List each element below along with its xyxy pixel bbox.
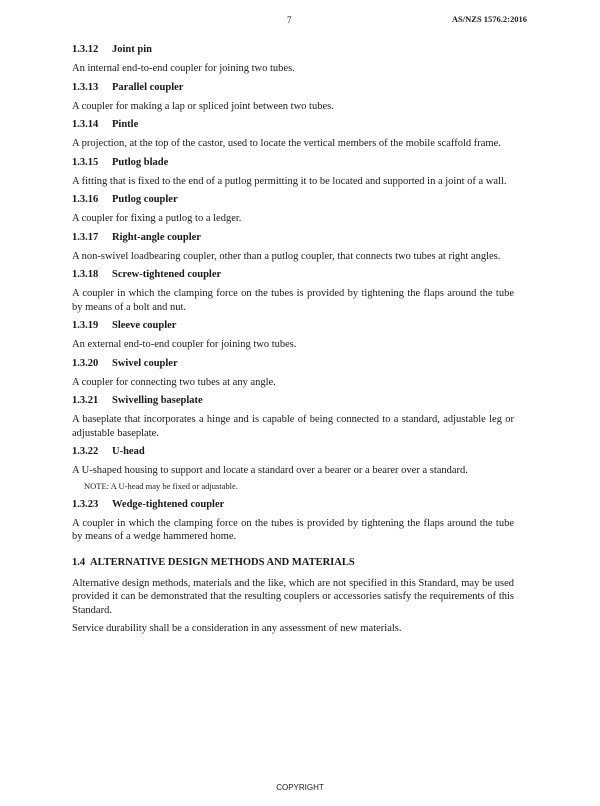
standard-reference: AS/NZS 1576.2:2016 (451, 14, 527, 24)
definition-1-3-14 (72, 118, 514, 151)
section-title: ALTERNATIVE DESIGN METHODS AND MATERIALS (90, 556, 355, 568)
clause-text: A non-swivel loadbearing coupler, other than a putlog coupler, that connects two tubes at right angles. (72, 250, 501, 262)
document-body (72, 43, 514, 641)
definition-1-3-20 (72, 357, 514, 390)
clause-term: Sleeve coupler (112, 320, 177, 331)
clause-number: 1.3.22 (72, 446, 99, 457)
clause-number: 1.3.13 (72, 81, 99, 93)
page-number: 7 (287, 15, 292, 25)
clause-text: An internal end-to-end coupler for joining two tubes. (72, 63, 295, 74)
clause-term: U-head (112, 446, 145, 457)
clause-number: 1.3.18 (72, 269, 99, 280)
clause-term: Swivel coupler (112, 357, 178, 369)
definition-1-3-18 (72, 268, 514, 314)
clause-number: 1.3.23 (72, 498, 99, 510)
clause-number: 1.3.19 (72, 320, 99, 331)
clause-term: Putlog blade (112, 156, 169, 168)
definition-1-3-16 (72, 193, 514, 226)
clause-number: 1.3.21 (72, 395, 99, 406)
clause-number: 1.3.15 (72, 156, 99, 168)
definition-1-3-17 (72, 231, 514, 264)
definition-1-3-19 (72, 319, 514, 352)
definition-1-3-22 (72, 445, 514, 492)
section-1-4 (72, 556, 514, 636)
clause-term: Screw-tightened coupler (112, 269, 222, 280)
clause-term: Parallel coupler (112, 81, 184, 93)
clause-number: 1.3.16 (72, 194, 99, 205)
clause-text: A U-shaped housing to support and locate a standard over a bearer or a bearer over a standard. (72, 465, 468, 476)
clause-text: A fitting that is fixed to the end of a putlog permitting it to be located and supported in a joint of a wall. (72, 175, 507, 187)
clause-term: Putlog coupler (112, 194, 178, 205)
clause-text: A projection, at the top of the castor, used to locate the vertical members of the mobile scaffold frame. (72, 138, 501, 149)
clause-text: A coupler for fixing a putlog to a ledger. (72, 213, 242, 224)
definition-1-3-23 (72, 498, 514, 544)
definition-1-3-21 (72, 394, 514, 440)
clause-term: Right-angle coupler (112, 231, 201, 243)
clause-text: A coupler for making a lap or spliced joint between two tubes. (72, 100, 334, 112)
definition-1-3-12 (72, 43, 514, 76)
section-paragraph: Service durability shall be a consideration in any assessment of new materials. (72, 623, 402, 634)
clause-text: A coupler in which the clamping force on the tubes is provided by tightening the flaps around the tube by means of a bolt and nut. (72, 288, 514, 313)
section-number: 1.4 (72, 556, 86, 568)
clause-term: Swivelling baseplate (112, 395, 203, 406)
definition-1-3-13 (72, 81, 514, 114)
clause-term: Joint pin (112, 44, 152, 55)
clause-number: 1.3.14 (72, 119, 99, 130)
section-heading (72, 556, 514, 569)
copyright-footer: COPYRIGHT (276, 783, 324, 792)
clause-number: 1.3.17 (72, 231, 99, 243)
clause-text: A coupler in which the clamping force on the tubes is provided by tightening the flaps around the tube by means of a wedge hammered home. (72, 517, 514, 542)
section-paragraph: Alternative design methods, materials and the like, which are not specified in this Standard, may be used provided it can be demonstrated that the resulting couplers or accessories satisfy the requirements of this Standard. (72, 577, 514, 616)
clause-number: 1.3.12 (72, 44, 99, 55)
clause-text: An external end-to-end coupler for joining two tubes. (72, 339, 297, 350)
clause-number: 1.3.20 (72, 357, 99, 369)
clause-term: Pintle (112, 119, 139, 130)
clause-text: A coupler for connecting two tubes at any angle. (72, 376, 276, 388)
definition-1-3-15 (72, 156, 514, 189)
clause-note: NOTE: A U-head may be fixed or adjustable. (84, 480, 238, 491)
clause-text: A baseplate that incorporates a hinge and is capable of being connected to a standard, adjustable leg or adjustable baseplate. (72, 414, 514, 439)
clause-term: Wedge-tightened coupler (112, 498, 225, 510)
